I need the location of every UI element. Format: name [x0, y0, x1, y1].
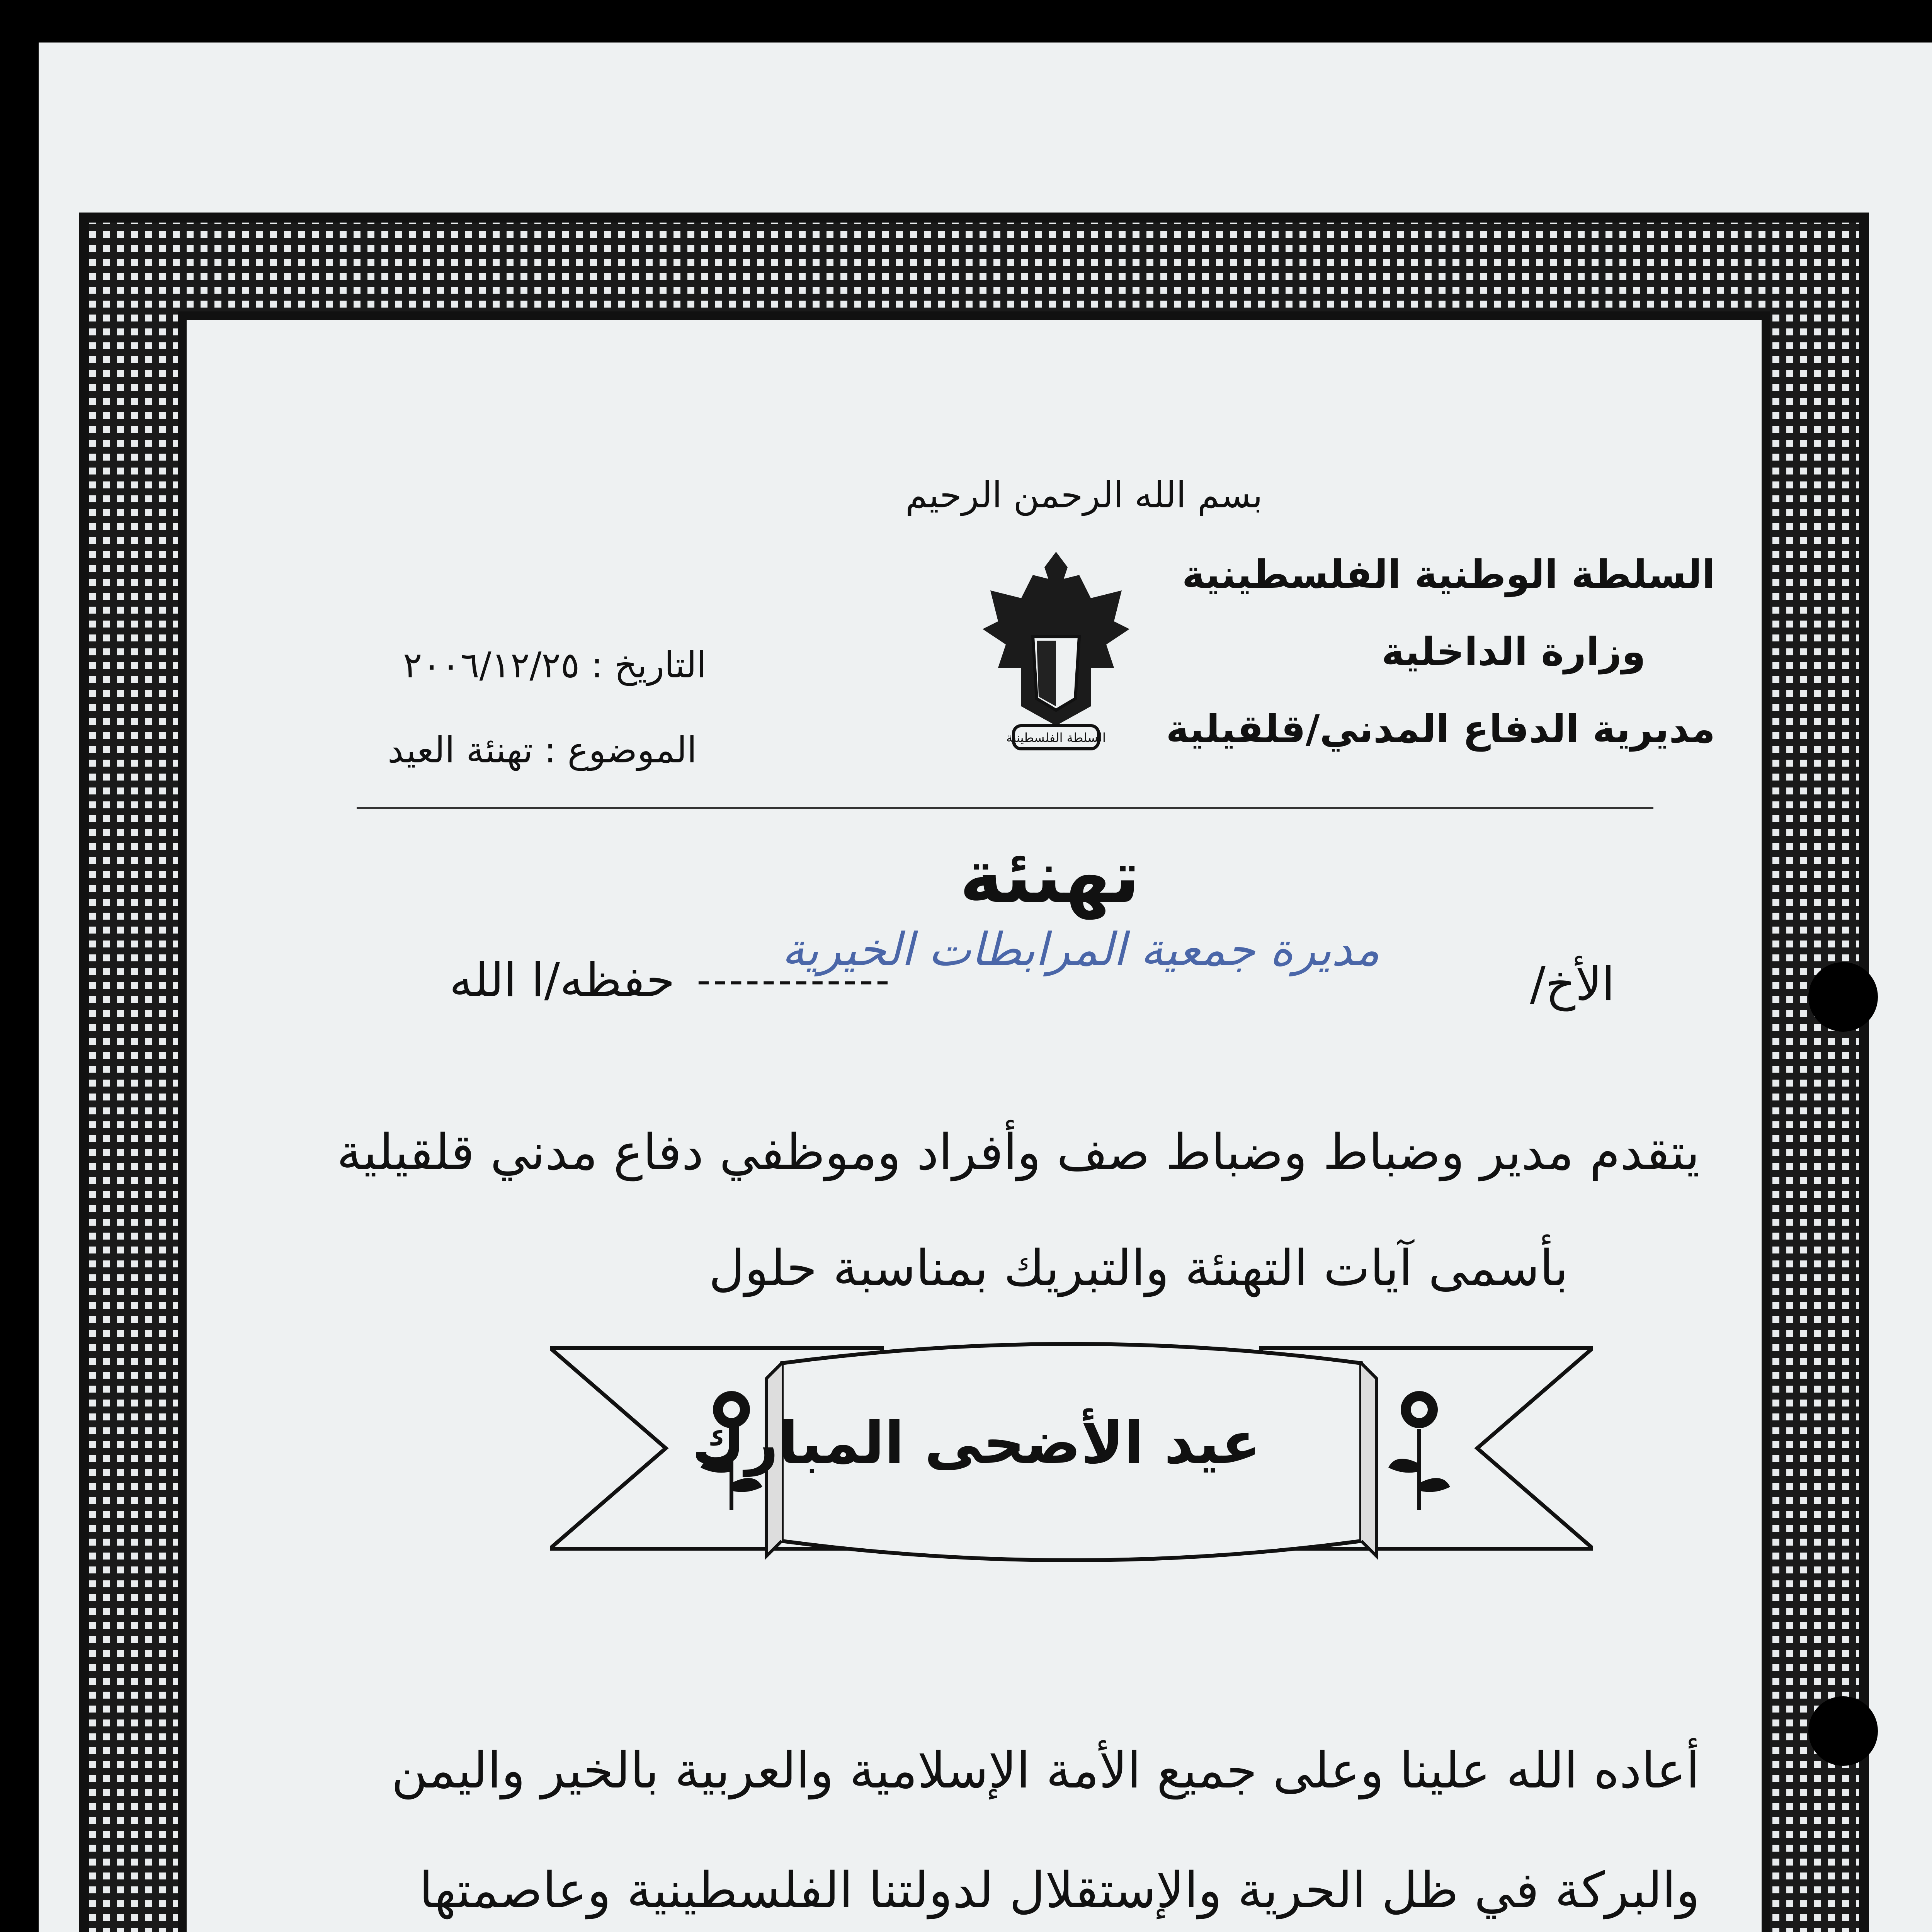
addressee-prefix: الأخ/	[1530, 957, 1615, 1011]
occasion-banner	[550, 1332, 1593, 1580]
body-line-3: أعاده الله علينا وعلى جميع الأمة الإسلامية والعربية بالخير واليمن	[391, 1742, 1700, 1799]
header-divider	[357, 807, 1653, 809]
date-line: التاريخ : ٢٠٠٦/١٢/٢٥	[403, 645, 707, 686]
authority-name: السلطة الوطنية الفلسطينية	[1182, 552, 1715, 597]
ministry-name: وزارة الداخلية	[1381, 629, 1646, 674]
punch-hole-top	[1808, 962, 1878, 1032]
subject-line: الموضوع : تهنئة العيد	[388, 730, 697, 771]
directorate-name: مديرية الدفاع المدني/قلقيلية	[1166, 706, 1715, 752]
body-line-1: يتقدم مدير وضباط وضباط صف وأفراد وموظفي دفاع مدني قلقيلية	[337, 1124, 1700, 1181]
greek-key-border	[79, 213, 1869, 1932]
eagle-emblem-icon	[975, 544, 1137, 760]
banner-text: عيد الأضحى المبارك	[692, 1410, 1261, 1477]
emblem-caption: السلطة الفلسطينية	[1006, 730, 1106, 745]
punch-hole-bottom	[1808, 1696, 1878, 1766]
addressee-handwritten: مديرة جمعية المرابطات الخيرية	[782, 923, 1380, 976]
addressee-dashes: ------------	[697, 957, 892, 1003]
basmala: بسم الله الرحمن الرحيم	[905, 474, 1263, 516]
body-line-4: والبركة في ظل الحرية والإستقلال لدولتنا الفلسطينية وعاصمتها	[419, 1862, 1700, 1919]
body-line-2: بأسمى آيات التهنئة والتبريك بمناسبة حلول	[709, 1240, 1568, 1297]
page-title: تهنئة	[959, 834, 1140, 919]
addressee-suffix: حفظه/ا الله	[449, 954, 675, 1007]
content-area	[178, 311, 1770, 1932]
document-page	[39, 43, 1932, 1932]
